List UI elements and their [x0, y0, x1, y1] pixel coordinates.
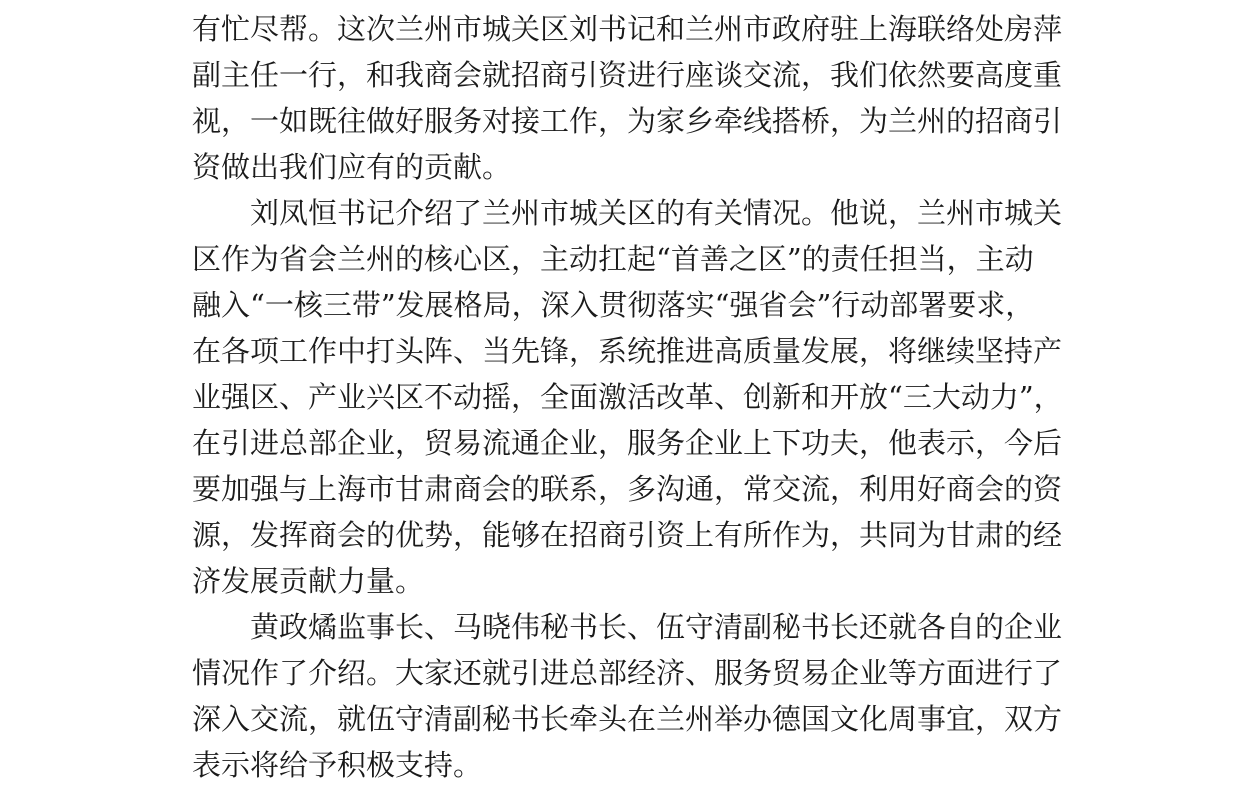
paragraph-line: 在引进总部企业，贸易流通企业，服务企业上下功夫，他表示，今后 — [192, 426, 1063, 460]
paragraph-line: 区作为省会兰州的核心区，主动扛起“首善之区”的责任担当，主动 — [192, 242, 1034, 276]
paragraph-line: 济发展贡献力量。 — [192, 564, 425, 598]
paragraph-3 — [192, 604, 1072, 788]
paragraph-line: 视，一如既往做好服务对接工作，为家乡牵线搭桥，为兰州的招商引 — [192, 104, 1063, 138]
paragraph-line: 业强区、产业兴区不动摇，全面激活改革、创新和开放“三大动力”， — [192, 380, 1063, 414]
paragraph-line: 要加强与上海市甘肃商会的联系，多沟通，常交流，利用好商会的资 — [192, 472, 1063, 506]
paragraph-line: 表示将给予积极支持。 — [192, 748, 483, 782]
paragraph-line: 情况作了介绍。大家还就引进总部经济、服务贸易企业等方面进行了 — [192, 656, 1063, 690]
paragraph-line: 源，发挥商会的优势，能够在招商引资上有所作为，共同为甘肃的经 — [192, 518, 1063, 552]
paragraph-line: 深入交流，就伍守清副秘书长牵头在兰州举办德国文化周事宜，双方 — [192, 702, 1063, 736]
paragraph-line: 副主任一行，和我商会就招商引资进行座谈交流，我们依然要高度重 — [192, 58, 1063, 92]
paragraph-line: 融入“一核三带”发展格局，深入贯彻落实“强省会”行动部署要求， — [192, 288, 1035, 322]
paragraph-line: 黄政燏监事长、马晓伟秘书长、伍守清副秘书长还就各自的企业 — [250, 610, 1063, 644]
paragraph-1 — [192, 6, 1072, 190]
paragraph-line: 刘凤恒书记介绍了兰州市城关区的有关情况。他说，兰州市城关 — [250, 196, 1063, 230]
article-body — [192, 6, 1072, 788]
paragraph-line: 资做出我们应有的贡献。 — [192, 150, 512, 184]
paragraph-2 — [192, 190, 1072, 604]
paragraph-line: 在各项工作中打头阵、当先锋，系统推进高质量发展，将继续坚持产 — [192, 334, 1063, 368]
paragraph-line: 有忙尽帮。这次兰州市城关区刘书记和兰州市政府驻上海联络处房萍 — [192, 12, 1063, 46]
